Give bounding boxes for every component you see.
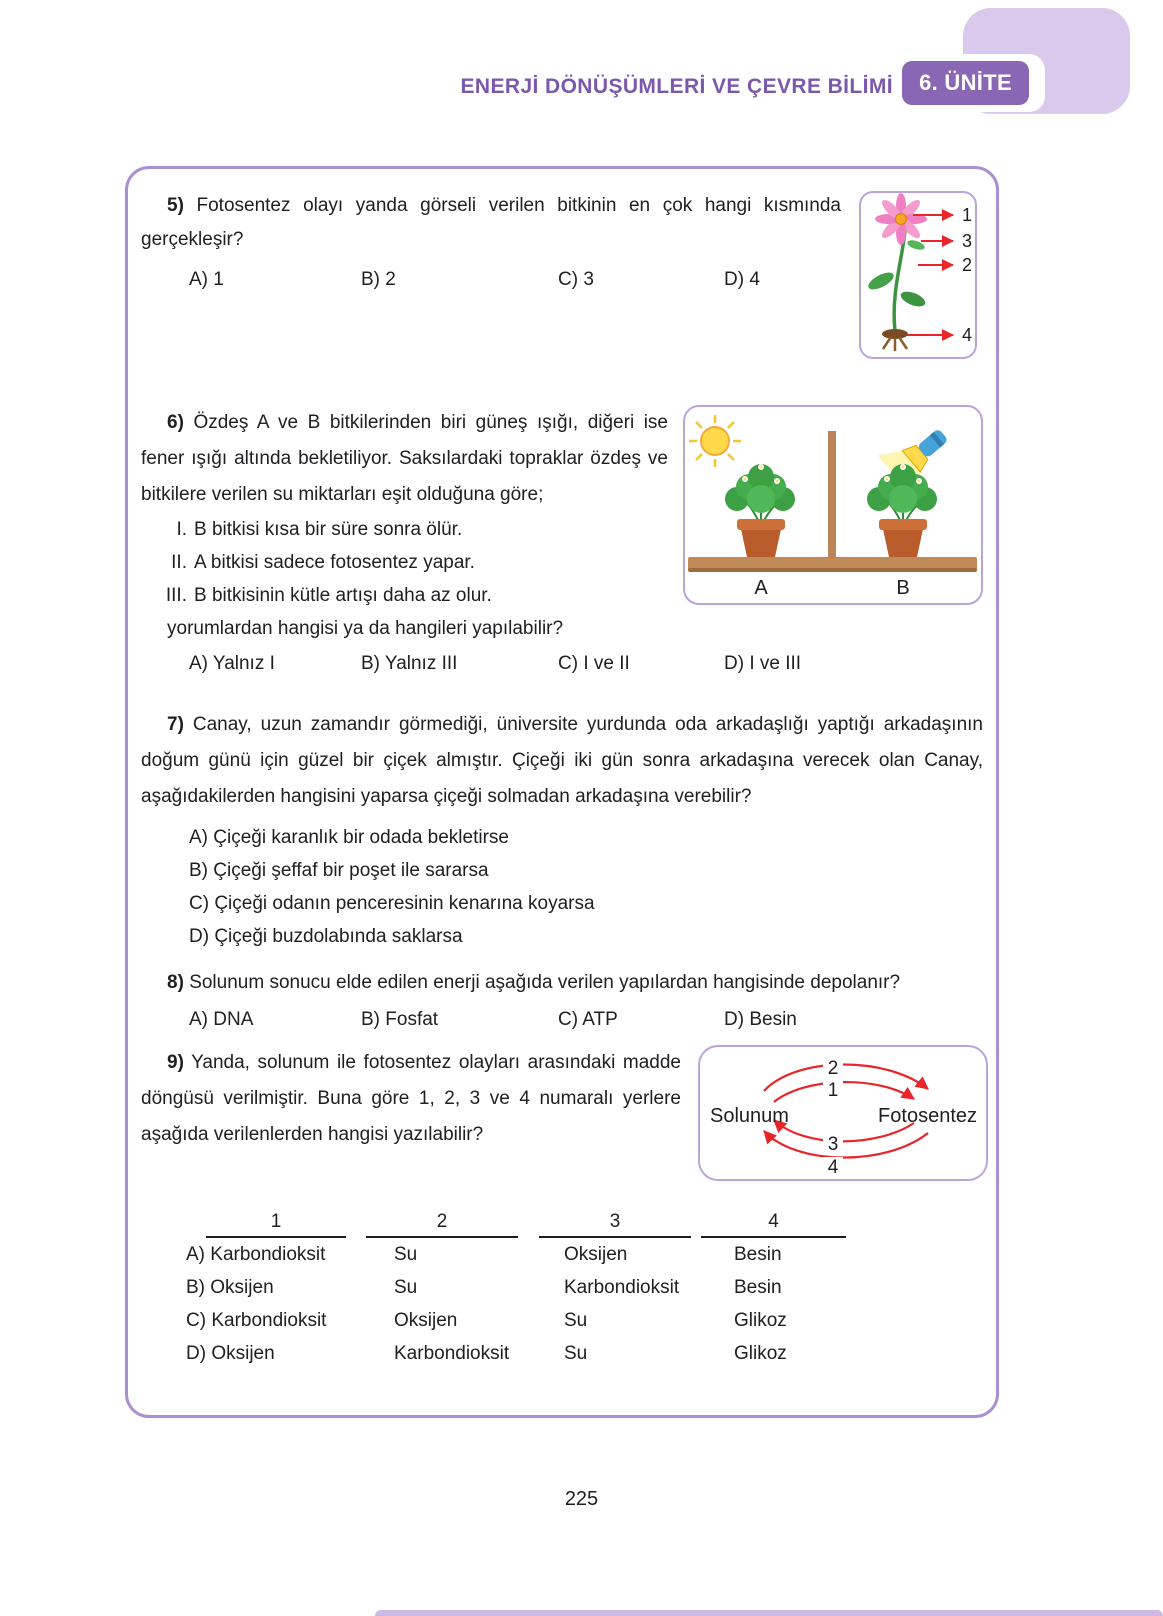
option-d: D) Besin <box>724 1009 797 1030</box>
question-6-figure <box>683 405 983 605</box>
table-cell: Karbondioksit <box>564 1276 680 1298</box>
table-row-b <box>186 1271 983 1304</box>
bottom-page-decor <box>375 1610 1163 1616</box>
unit-badge: 6. ÜNİTE <box>902 61 1029 105</box>
table-cell: Su <box>564 1309 588 1331</box>
answer-table <box>186 1206 983 1370</box>
option-b: B) Fosfat <box>361 1009 439 1030</box>
question-9-number: 9) <box>167 1052 184 1073</box>
column-header-1: 1 <box>206 1206 346 1238</box>
option-c: C) ATP <box>558 1009 618 1030</box>
table-cell: Su <box>564 1342 588 1364</box>
answer-table-header <box>186 1206 983 1238</box>
statement-1 <box>141 513 701 546</box>
table-cell: Besin <box>734 1243 782 1265</box>
option-c: C) I ve II <box>558 653 630 674</box>
figure-label-4: 4 <box>961 325 972 345</box>
table-cell: Karbondioksit <box>394 1342 510 1364</box>
question-7-text <box>141 707 983 815</box>
option-c: C) 3 <box>558 269 594 290</box>
statement-2-numeral: II. <box>171 552 187 573</box>
diagram-number-1: 1 <box>823 1080 843 1101</box>
question-7-number: 7) <box>167 714 184 735</box>
table-row-a <box>186 1238 983 1271</box>
question-6-text <box>141 405 668 513</box>
statement-2-text: A bitkisi sadece fotosentez yapar. <box>194 552 475 573</box>
option-b: B) 2 <box>361 269 396 290</box>
question-9-body: Yanda, solunum ile fotosentez olayları arasındaki madde döngüsü verilmiştir. Buna göre 1, 2, 3 ve 4 numaralı yerlere aşağıda verilenlerden hangisi yazılabilir? <box>141 1052 682 1145</box>
potted-plant-b <box>867 464 937 557</box>
flower-petals <box>875 193 927 245</box>
chapter-title: ENERJİ DÖNÜŞÜMLERİ VE ÇEVRE BİLİMİ <box>460 75 893 98</box>
plant-a-label: A <box>754 577 768 599</box>
option-a: A) Yalnız I <box>189 653 275 674</box>
divider-board <box>828 431 836 559</box>
table-cell: Su <box>394 1276 418 1298</box>
column-header-4: 4 <box>701 1206 846 1238</box>
table-cell: A) Karbondioksit <box>186 1243 326 1265</box>
table-cell: C) Karbondioksit <box>186 1309 327 1331</box>
question-7-options <box>189 821 983 953</box>
table-cell: Glikoz <box>734 1342 787 1364</box>
question-6-body: Özdeş A ve B bitkilerinden biri güneş ışığı, diğeri ise fener ışığı altında bekletiliyor. Saksılardaki topraklar özdeş ve bitkilere verilen su miktarları eşit olduğuna göre; <box>141 412 668 505</box>
question-7-body: Canay, uzun zamandır görmediği, üniversite yurdunda oda arkadaşlığı yaptığı arkadaşının doğum günü için güzel bir çiçek almıştır. Çiçeği iki gün sonra arkadaşına verecek olan Canay, aşağıdakilerden hangisini yaparsa çiçeği solmadan arkadaşına verebilir? <box>141 714 983 807</box>
plants-experiment-image <box>685 407 980 602</box>
question-8-options <box>189 1009 983 1031</box>
question-5-number: 5) <box>167 195 184 216</box>
option-b: B) Yalnız III <box>361 653 458 674</box>
table-cell: Oksijen <box>564 1243 628 1265</box>
question-5-body: Fotosentez olayı yanda görseli verilen bitkinin en çok hangi kısmında gerçekleşir? <box>141 195 841 250</box>
table-cell: D) Oksijen <box>186 1342 275 1364</box>
question-5-text <box>141 189 841 257</box>
table-cell: Glikoz <box>734 1309 787 1331</box>
diagram-label-fotosentez: Fotosentez <box>878 1105 977 1127</box>
question-8-text <box>141 965 983 1001</box>
question-6-number: 6) <box>167 412 184 433</box>
potted-plant-a <box>725 464 795 557</box>
diagram-label-solunum: Solunum <box>710 1105 789 1127</box>
sun-icon <box>689 415 741 467</box>
option-d: D) I ve III <box>724 653 802 674</box>
question-6 <box>141 405 983 681</box>
statement-2 <box>141 546 701 579</box>
page-number: 225 <box>564 1488 599 1510</box>
option-a: A) DNA <box>189 1009 254 1030</box>
option-a: A) Çiçeği karanlık bir odada bekletirse <box>189 827 509 848</box>
flower-image <box>861 193 975 357</box>
option-c: C) Çiçeği odanın penceresinin kenarına koyarsa <box>189 893 595 914</box>
diagram-number-4: 4 <box>823 1157 843 1178</box>
statement-3-numeral: III. <box>165 585 187 606</box>
figure-label-1: 1 <box>961 205 972 225</box>
option-a: A) 1 <box>189 269 224 290</box>
question-8-number: 8) <box>167 972 184 993</box>
table-row-d <box>186 1337 983 1370</box>
option-b: B) Çiçeği şeffaf bir poşet ile sararsa <box>189 860 489 881</box>
question-7 <box>141 707 983 953</box>
table-row-c <box>186 1304 983 1337</box>
plant-b-label: B <box>896 577 910 599</box>
question-5-figure <box>859 191 977 359</box>
table-cell: Su <box>394 1243 418 1265</box>
question-8-body: Solunum sonucu elde edilen enerji aşağıda verilen yapılardan hangisinde depolanır? <box>189 972 901 993</box>
table-cell: Oksijen <box>394 1309 458 1331</box>
question-9 <box>141 1045 983 1187</box>
column-header-3: 3 <box>539 1206 691 1238</box>
question-6-options <box>189 653 983 675</box>
question-9-text <box>141 1045 681 1153</box>
question-5 <box>141 189 983 384</box>
diagram-number-2: 2 <box>823 1058 843 1079</box>
figure-label-3: 3 <box>961 231 972 251</box>
statement-3 <box>141 579 701 612</box>
diagram-number-3: 3 <box>823 1134 843 1155</box>
statement-1-text: B bitkisi kısa bir süre sonra ölür. <box>194 519 463 540</box>
table-cell: B) Oksijen <box>186 1276 274 1298</box>
question-8 <box>141 965 983 1031</box>
figure-label-2: 2 <box>961 255 972 275</box>
statement-1-numeral: I. <box>176 519 187 540</box>
option-d: D) 4 <box>724 269 760 290</box>
question-6-subline: yorumlardan hangisi ya da hangileri yapılabilir? <box>167 618 564 639</box>
question-9-diagram <box>698 1045 988 1181</box>
statement-3-text: B bitkisinin kütle artışı daha az olur. <box>194 585 492 606</box>
column-header-2: 2 <box>366 1206 518 1238</box>
option-d: D) Çiçeği buzdolabında saklarsa <box>189 926 463 947</box>
question-box <box>125 166 999 1418</box>
table-cell: Besin <box>734 1276 782 1298</box>
